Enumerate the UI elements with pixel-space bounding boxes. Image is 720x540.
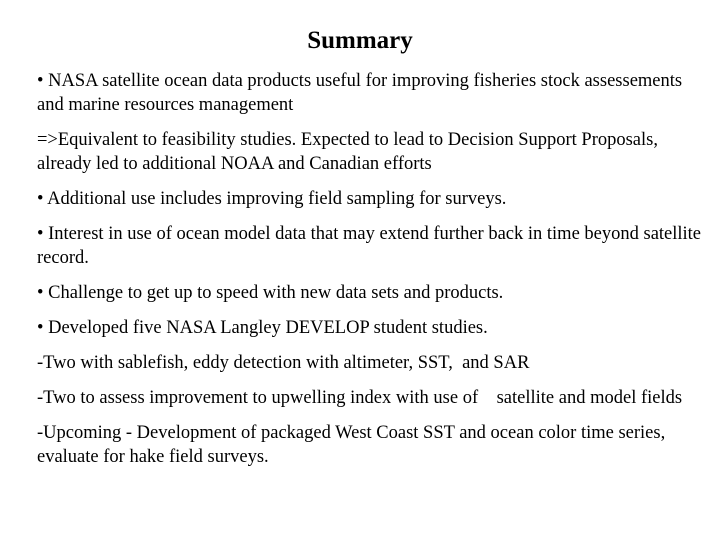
paragraph-nasa-products: • NASA satellite ocean data products useful for improving fisheries stock assessements and marine resources management: [37, 71, 687, 115]
paragraph-upcoming: -Upcoming - Development of packaged West Coast SST and ocean color time series, evaluate for hake field surveys.: [37, 423, 670, 467]
paragraph-field-sampling: • Additional use includes improving field sampling for surveys.: [37, 189, 507, 209]
paragraph-sablefish: -Two with sablefish, eddy detection with altimeter, SST, and SAR: [37, 353, 530, 373]
paragraph-upwelling: -Two to assess improvement to upwelling index with use of satellite and model fields: [37, 388, 683, 408]
paragraph-ocean-model: • Interest in use of ocean model data that may extend further back in time beyond satellite record.: [37, 224, 706, 268]
paragraph-challenge: • Challenge to get up to speed with new data sets and products.: [37, 283, 504, 303]
slide-title: Summary: [307, 27, 413, 54]
slide-body: [37, 69, 707, 480]
paragraph-develop-studies: • Developed five NASA Langley DEVELOP student studies.: [37, 318, 488, 338]
paragraph-feasibility: =>Equivalent to feasibility studies. Expected to lead to Decision Support Proposals, already led to additional NOAA and Canadian efforts: [37, 130, 663, 174]
